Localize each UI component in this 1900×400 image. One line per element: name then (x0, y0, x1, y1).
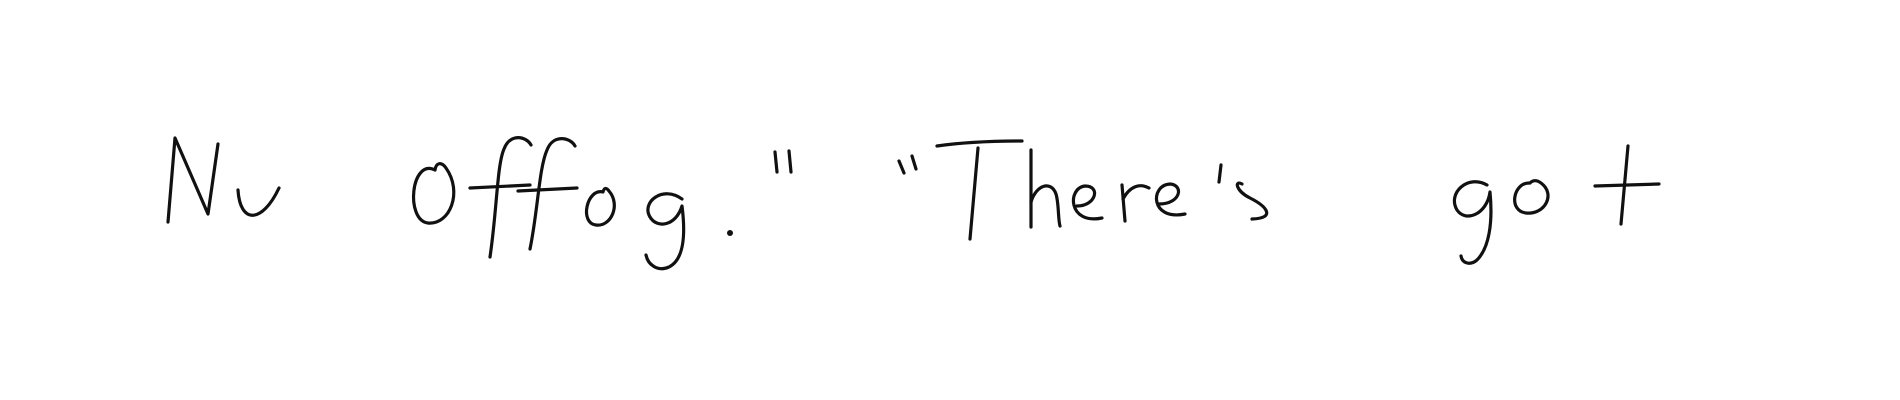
glyph-f-2 (518, 139, 577, 249)
glyph-period (727, 230, 733, 236)
glyph-f-1 (470, 138, 531, 257)
glyph-r (1122, 185, 1149, 221)
glyph-u (238, 188, 279, 215)
glyph-e-2 (1156, 184, 1185, 215)
glyph-o-3 (1515, 181, 1548, 213)
glyph-N (168, 138, 218, 222)
glyph-g-2 (1454, 182, 1491, 263)
glyph-t (1595, 146, 1659, 224)
glyph-quote-open (899, 156, 916, 173)
glyph-T (937, 141, 1022, 239)
glyph-apostrophe (1219, 165, 1221, 182)
glyph-g-1 (646, 194, 684, 269)
glyph-o-2 (587, 188, 615, 225)
glyph-h (1031, 150, 1060, 227)
glyph-s (1237, 183, 1266, 219)
glyph-o-1 (414, 164, 454, 223)
glyph-quote-close (775, 151, 791, 172)
glyph-e-1 (1073, 186, 1102, 219)
